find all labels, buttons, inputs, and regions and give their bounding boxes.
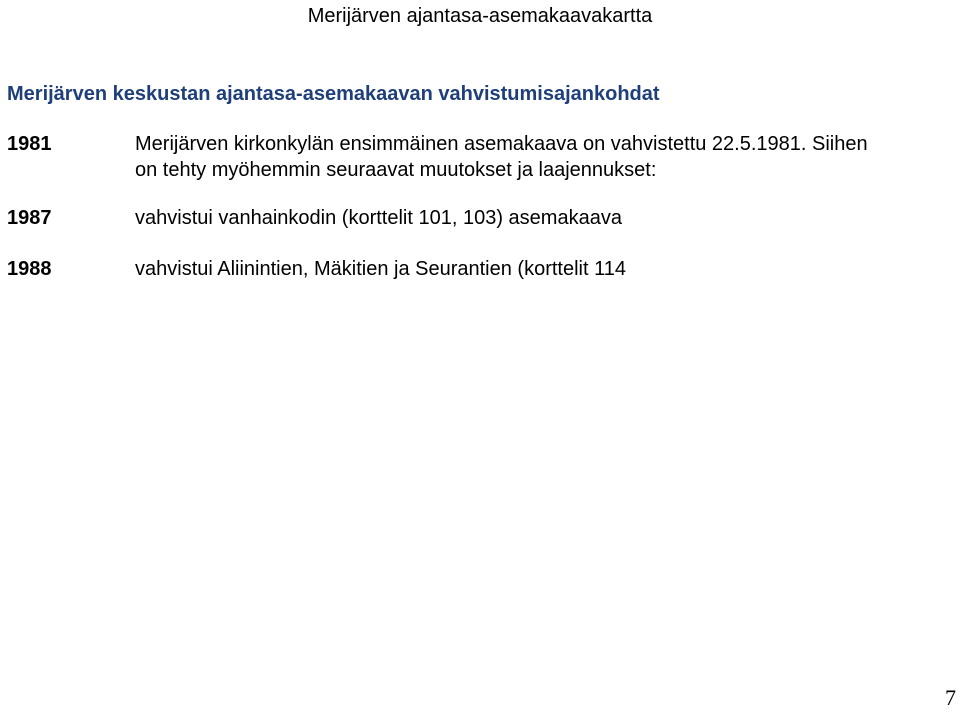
section-heading: Merijärven keskustan ajantasa-asemakaavan vahvistumisajankohdat [7,83,660,105]
page-number: 7 [945,685,956,710]
entry-year: 1988 [7,258,52,280]
page-title: Merijärven ajantasa-asemakaavakartta [307,5,653,27]
entry-year: 1981 [7,133,52,155]
entry-year: 1987 [7,207,52,229]
entry-text: vahvistui Aliinintien, Mäkitien ja Seurantien (korttelit 114 [135,258,626,280]
entry-text: Merijärven kirkonkylän ensimmäinen asemakaava on vahvistettu 22.5.1981. Siihen on tehty myöhemmin seuraavat muutokset ja laajennukset: [135,133,868,181]
entry-text: vahvistui vanhainkodin (korttelit 101, 103) asemakaava [135,207,622,229]
